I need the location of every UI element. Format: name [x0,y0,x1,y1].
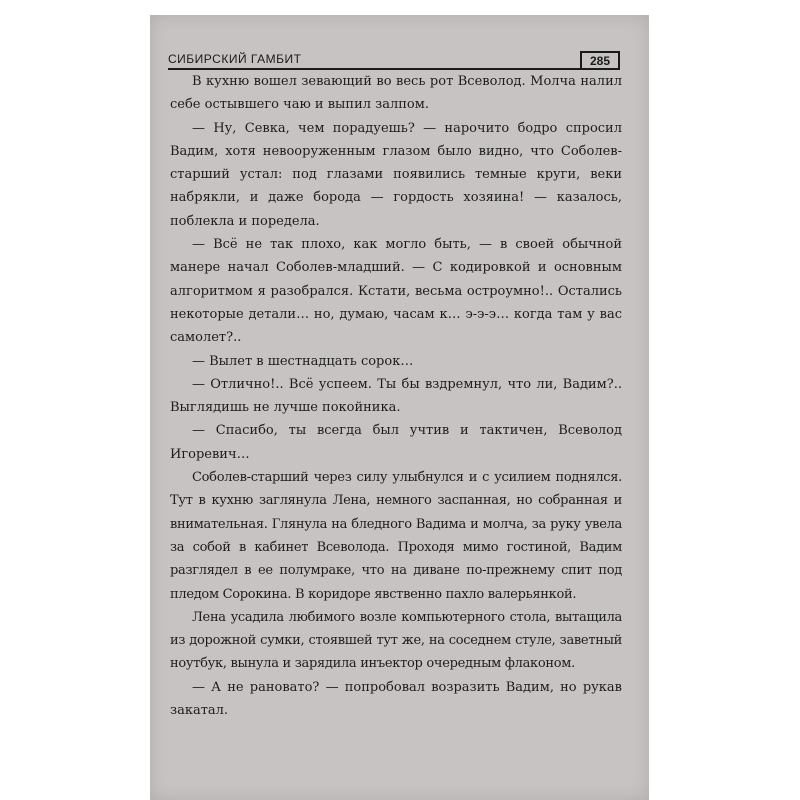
paragraph: — Вылет в шестнадцать сорок… [192,353,414,369]
running-title: СИБИРСКИЙ ГАМБИТ [168,52,302,66]
paragraph: — А не рановато? — попробовал возразить Вадим, но рукав закатал. [170,679,622,719]
paragraph: В кухню вошел зевающий во весь рот Всеволод. Молча налил себе остывшего чаю и выпил залпом. [170,74,622,113]
paragraph: — Отлично!.. Всё успеем. Ты бы вздремнул, что ли, Вадим?.. Выглядишь не лучше покойника. [170,376,622,416]
running-header [168,48,620,70]
paragraph: Соболев-старший через силу улыбнулся и с усилием поднялся. Тут в кухню заглянула Лена, немного заспанная, но собранная и внимательная. Глянула на бледного Вадима и молча, за руку увела за собой в кабинет Всеволода. Проходя мимо гостиной, Вадим разглядел в ее полумраке, что на диване по-прежнему спит под пледом Сорокина. В коридоре явственно пахло валерьянкой. [170,470,622,602]
paragraph: — Ну, Севка, чем порадуешь? — нарочито бодро спросил Вадим, хотя невооруженным глазом было видно, что Соболев-старший устал: под глазами появились темные круги, веки набрякли, и даже борода — гордость хозяина! — казалось, поблекла и поредела. [170,120,622,229]
paragraph: Лена усадила любимого возле компьютерного стола, вытащила из дорожной сумки, стоявшей тут же, на соседнем стуле, заветный ноутбук, вынула и зарядила инъектор очередным флаконом. [170,609,622,672]
page-number: 285 [580,51,620,70]
paragraph: — Спасибо, ты всегда был учтив и тактичен, Всеволод Игоревич… [170,423,622,462]
book-page [150,15,649,800]
body-text [170,70,622,722]
paragraph: — Всё не так плохо, как могло быть, — в своей обычной манере начал Соболев-младший. — С кодировкой и основным алгоритмом я разобрался. Кстати, весьма остроумно!.. Остались некоторые детали… но, думаю, часам к… э-э-э… когда там у вас самолет?.. [170,237,622,346]
